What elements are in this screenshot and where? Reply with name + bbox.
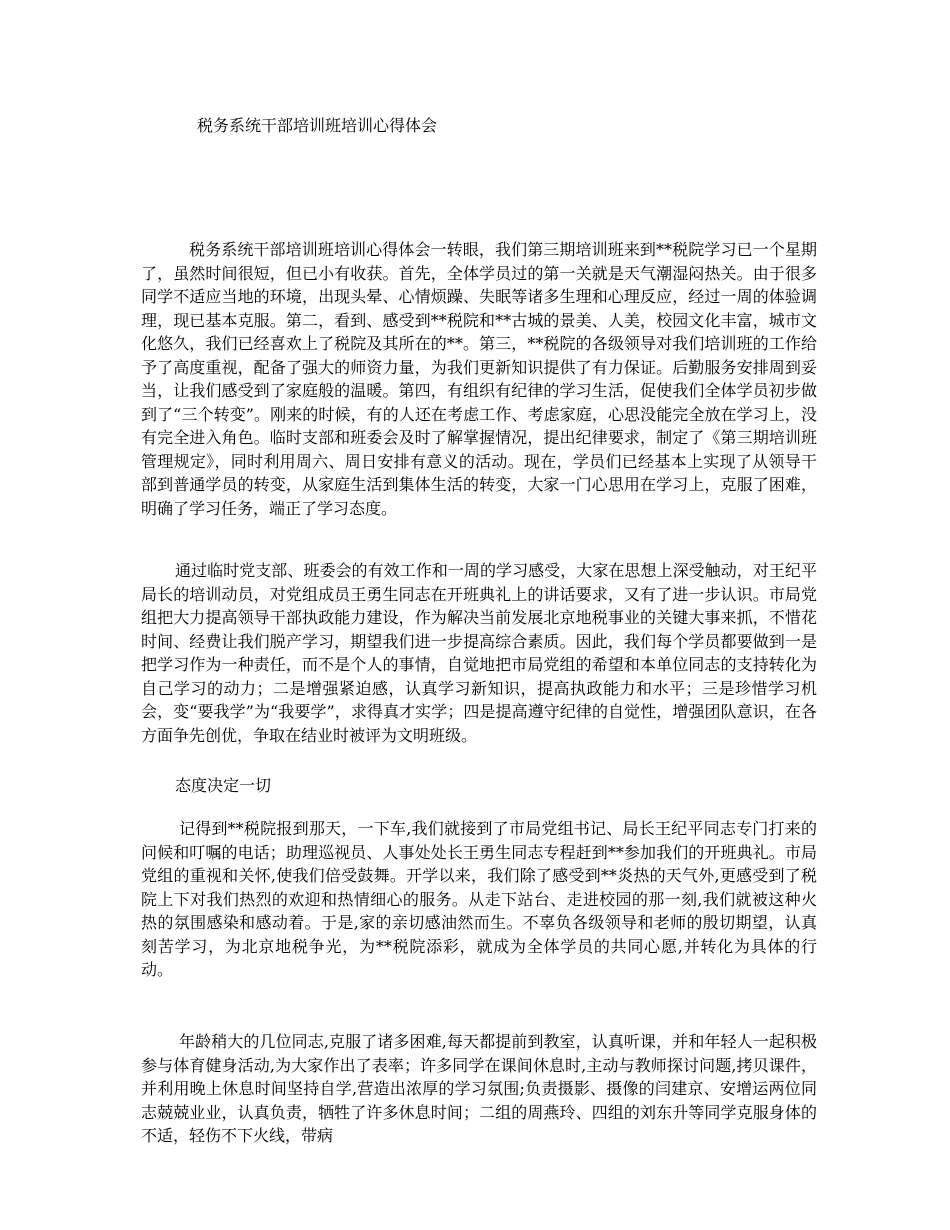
- section-heading: 态度决定一切: [175, 776, 272, 795]
- body-paragraph-2: 通过临时党支部、班委会的有效工作和一周的学习感受，大家在思想上深受触动，对王纪平局长的培训动员，对党组成员王勇生同志在开班典礼上的讲话要求，又有了进一步认识。市局党组把大力提高领导干部执政能力建设，作为解决当前发展北京地税事业的关键大事来抓，不惜花时间、经费让我们脱产学习，期望我们进一步提高综合素质。因此，我们每个学员都要做到一是把学习作为一种责任，而不是个人的事情，自觉地把市局党组的希望和本单位同志的支持转化为自己学习的动力；二是增强紧迫感，认真学习新知识，提高执政能力和水平；三是珍惜学习机会，变“要我学”为“我要学”，求得真才实学；四是提高遵守纪律的自觉性，增强团队意识，在各方面争先创优，争取在结业时被评为文明班级。: [141, 561, 817, 745]
- section-paragraph-1: 记得到**税院报到那天，一下车,我们就接到了市局党组书记、局长王纪平同志专门打来的问候和叮嘱的电话；助理巡视员、人事处处长王勇生同志专程赶到**参加我们的开班典礼。市局党组的重视和关怀,使我们倍受鼓舞。开学以来，我们除了感受到**炎热的天气外,更感受到了税院上下对我们热烈的欢迎和热情细心的服务。从走下站台、走进校园的那一刻,我们就被这种火热的氛围感染和感动着。于是,家的亲切感油然而生。不辜负各级领导和老师的殷切期望，认真刻苦学习，为北京地税争光，为**税院添彩，就成为全体学员的共同心愿,并转化为具体的行动。: [141, 819, 817, 979]
- document-title: 税务系统干部培训班培训心得体会: [197, 116, 438, 135]
- section-paragraph-2: 年龄稍大的几位同志,克服了诸多困难,每天都提前到教室，认真听课，并和年轻人一起积极参与体育健身活动,为大家作出了表率；许多同学在课间休息时,主动与教师探讨问题,拷贝课件，并利用晚上休息时间坚持自学,营造出浓厚的学习氛围;负责摄影、摄像的闫建京、安增运两位同志兢兢业业，认真负责，牺牲了许多休息时间；二组的周燕玲、四组的刘东升等同学克服身体的不适，轻伤不下火线，带病: [141, 1032, 817, 1145]
- body-paragraph-1: 税务系统干部培训班培训心得体会一转眼，我们第三期培训班来到**税院学习已一个星期了，虽然时间很短，但已小有收获。首先，全体学员过的第一关就是天气潮湿闷热关。由于很多同学不适应当地的环境，出现头晕、心情烦躁、失眠等诸多生理和心理反应，经过一周的体验调理，现已基本克服。第二，看到、感受到**税院和**古城的景美、人美，校园文化丰富，城市文化悠久，我们已经喜欢上了税院及其所在的**。第三，**税院的各级领导对我们培训班的工作给予了高度重视，配备了强大的师资力量，为我们更新知识提供了有力保证。后勤服务安排周到妥当，让我们感受到了家庭般的温暖。第四，有组织有纪律的学习生活，促使我们全体学员初步做到了“三个转变”。刚来的时候，有的人还在考虑工作、考虑家庭，心思没能完全放在学习上，没有完全进入角色。临时支部和班委会及时了解掌握情况，提出纪律要求，制定了《第三期培训班管理规定》，同时利用周六、周日安排有意义的活动。现在，学员们已经基本上实现了从领导干部到普通学员的转变，从家庭生活到集体生活的转变，大家一门心思用在学习上，克服了困难，明确了学习任务，端正了学习态度。: [141, 240, 817, 518]
